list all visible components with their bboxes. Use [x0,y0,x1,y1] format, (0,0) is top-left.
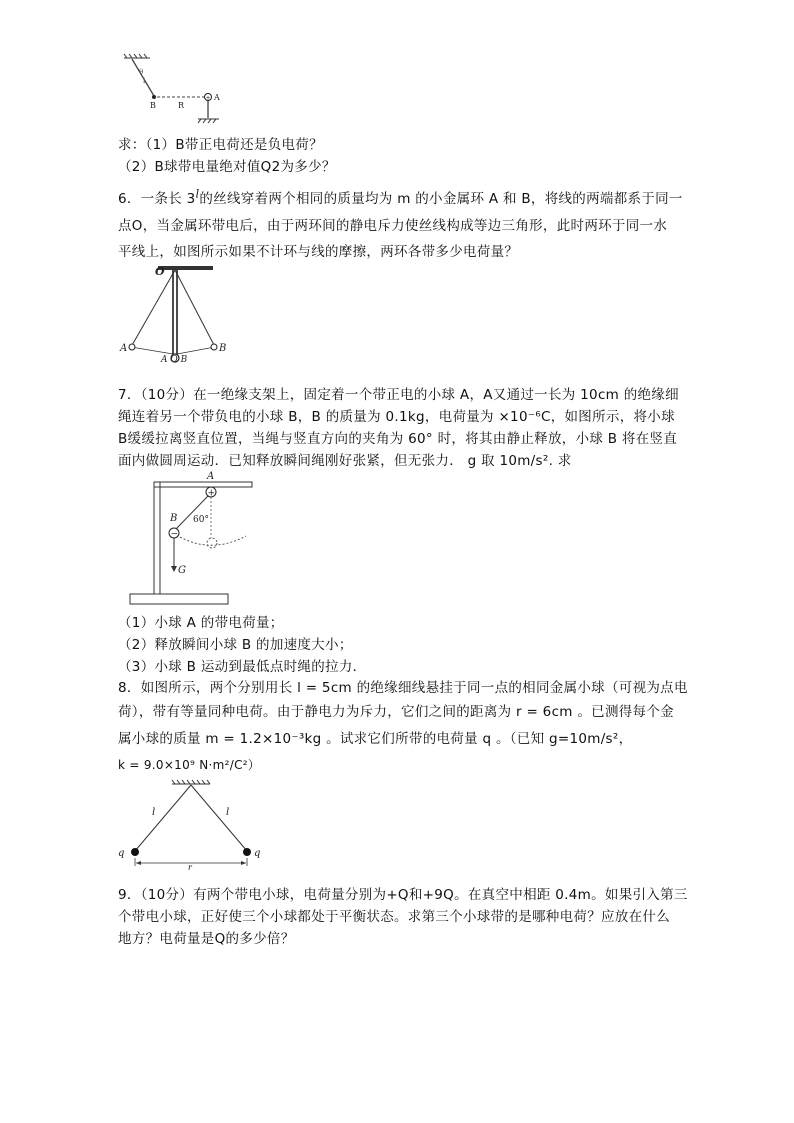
q5-sub1: 求：（1）B带正电荷还是负电荷？ [118,137,323,153]
q9-line1: 9．（10分）有两个带电小球，电荷量分别为+Q和+9Q。在真空中相距 0.4m。如果引入第三 [118,887,688,903]
ring-a-left-label: A [120,343,128,354]
thread-right-inner [177,347,215,354]
angle-label: 60° [193,515,209,525]
distance-r-label: r [188,863,192,870]
q8-line3: 属小球的质量 m = 1.2×10⁻³kg 。试求它们所带的电荷量 q 。（已知 g=10m/s²， [118,731,633,747]
ball-a-plus: + [207,488,216,499]
q7-line3: B缓缓拉离竖直位置，当绳与竖直方向的夹角为 60° 时，将其由静止释放，小球 B 将在竖直 [118,431,678,447]
q6-line3: 平线上，如图所示如果不计环与线的摩擦，两环各带多少电荷量？ [118,244,519,260]
q7-figure [128,470,256,606]
q8-line1: 8．如图所示，两个分别用长 l = 5cm 的绝缘细线悬挂于同一点的相同金属小球（可视为点电 [118,680,688,696]
ring-a-left [129,344,135,350]
q6-length-symbol: l [195,187,200,201]
ring-bottom-label: A O B [161,355,188,364]
q6-line1-rest: 的丝线穿着两个相同的质量均为 m 的小金属环 A 和 B，将线的两端都系于同一 [199,191,683,207]
q5-sub2: （2）B球带电量绝对值Q2为多少？ [118,159,336,175]
q8-figure [116,778,266,870]
ball-b-label: B [170,513,178,524]
q8-line2: 荷），带有等量同种电荷。由于静电力为斥力，它们之间的距离为 r = 6cm 。已测得每个金 [118,704,674,720]
stand-pole [154,482,160,594]
ground-hatch [198,119,219,123]
ball-right [243,848,251,856]
thread-right [191,785,247,851]
thread-left-length: l [152,807,156,818]
charge-right-label: q [254,848,261,859]
q9-line3: 地方？电荷量是Q的多少倍？ [118,931,295,947]
ball-a-label: A [214,93,220,102]
ball-b [152,95,156,99]
thread-right-outer [175,270,215,347]
stand-arm [154,482,252,487]
gravity-label: G [178,565,186,576]
ceiling-hatch [172,780,210,784]
q7-sub3: （3）小球 B 运动到最低点时绳的拉力． [118,659,367,675]
theta-label: θ [139,68,144,76]
ceiling-bar [158,266,213,270]
q7-sub2: （2）释放瞬间小球 B 的加速度大小； [118,637,353,653]
q9-line2: 个带电小球，正好使三个小球都处于平衡状态。求第三个小球带的是哪种电荷？应放在什么 [118,909,670,925]
q7-line1: 7．（10分）在一绝缘支架上，固定着一个带正电的小球 A，A又通过一长为 10cm 的绝缘细 [118,387,679,403]
q7-line4: 面内做圆周运动．已知释放瞬间绳刚好张紧，但无张力． g 取 10m/s². 求 [118,453,572,469]
q8-line4: k = 9.0×10⁹ N·m²/C²） [118,758,261,772]
distance-arrow-right [241,861,246,865]
ring-b-right [211,344,217,350]
distance-arrow-left [136,861,141,865]
thread-left-inner [131,347,173,354]
ring-b-right-label: B [219,343,227,354]
charge-left-label: q [118,848,125,859]
ball-b-lowest-position [207,538,217,548]
q6-line2: 点O，当金属环带电后，由于两环间的静电斥力使丝线构成等边三角形，此时两环于同一水 [118,218,668,234]
ball-b-label: B [150,101,156,110]
q7-line2: 绳连着另一个带负电的小球 B，B 的质量为 0.1kg，电荷量为 ×10⁻⁶C，如图所示，将小球 [118,409,675,425]
point-o-label: O [155,265,165,278]
distance-r-label: R [178,101,185,110]
q6-line1-start: 6．一条长 3 [118,191,196,207]
stand-base [130,594,228,604]
ball-a-plus: + [205,95,211,102]
thread-right-length: l [226,807,230,818]
q5-figure [118,52,228,132]
gravity-arrow-head [171,566,177,572]
thread-left-outer [131,270,175,347]
q6-figure [118,262,233,364]
motion-arc [180,536,246,545]
ceiling-hatch [124,54,150,58]
thread-left [135,785,191,851]
ball-b-minus: − [170,529,179,540]
q6-line1 [118,187,683,207]
ball-left [131,848,139,856]
length-label: l [143,77,146,85]
q7-sub1: （1）小球 A 的带电荷量； [118,615,284,631]
ball-a-label: A [207,471,215,482]
